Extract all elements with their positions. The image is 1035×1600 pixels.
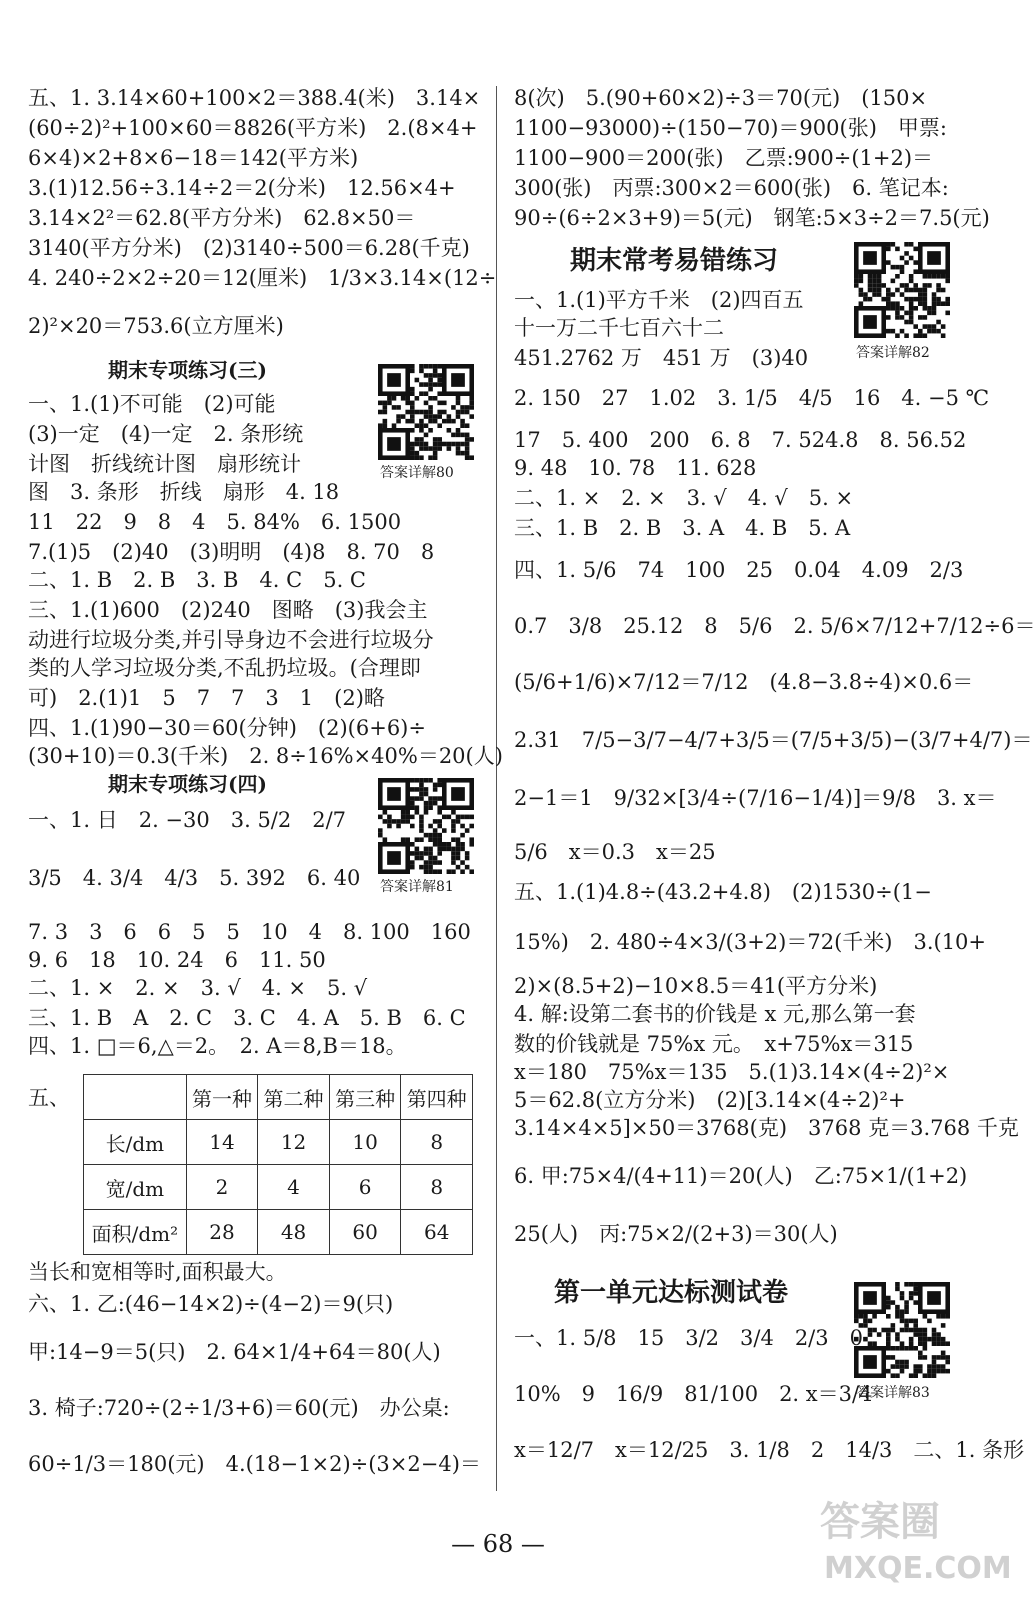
text-line: 5＝62.8(立方分米) (2)[3.14×(4÷2)²+ [514, 1088, 906, 1112]
text-line: 1100−93000)÷(150−70)＝900(张) 甲票: [514, 116, 947, 140]
text-line: 10% 9 16/9 81/100 2. x＝3/4 [514, 1382, 873, 1406]
section-title-3: 期末专项练习(三) [108, 358, 267, 382]
table-row [84, 1165, 473, 1210]
qr-code-82 [854, 242, 950, 338]
text-line: 1100−900＝200(张) 乙票:900÷(1+2)＝ [514, 146, 934, 170]
watermark-line-1: 答案圈 [820, 1499, 940, 1545]
text-line: 6×4)×2+8×6−18＝142(平方米) [28, 146, 359, 170]
text-line: 0.7 3/8 25.12 8 5/6 2. 5/6×7/12+7/12÷6＝ [514, 614, 1035, 638]
text-line: 8(次) 5.(90+60×2)÷3＝70(元) (150× [514, 86, 928, 110]
watermark-line-2: MXQE.COM [824, 1551, 1012, 1586]
section-title-4: 期末专项练习(四) [108, 772, 267, 796]
text-line: 2. 150 27 1.02 3. 1/5 4/5 16 4. −5 ℃ [514, 386, 990, 410]
text-line: 动进行垃圾分类,并引导身边不会进行垃圾分 [28, 628, 434, 652]
text-line: 计图 折线统计图 扇形统计 [28, 452, 301, 476]
column-divider [496, 86, 497, 1491]
table-cell: 60 [329, 1210, 401, 1255]
table-cell: 8 [401, 1165, 473, 1210]
text-line: 二、1. × 2. × 3. √ 4. × 5. √ [28, 976, 368, 1000]
text-line: 4. 解:设第二套书的价钱是 x 元,那么第一套 [514, 1002, 916, 1026]
text-line: 四、1. 5/6 74 100 25 0.04 4.09 2/3 [514, 558, 964, 582]
text-line: 9. 48 10. 78 11. 628 [514, 456, 757, 480]
text-line: 3140(平方分米) (2)3140÷500＝6.28(千克) [28, 236, 470, 260]
text-line: 数的价钱就是 75%x 元。 x+75%x＝315 [514, 1032, 914, 1056]
table-header-cell: 第二种 [258, 1075, 330, 1120]
qr-caption-83: 答案详解83 [856, 1385, 930, 1401]
text-line: 9. 6 18 10. 24 6 11. 50 [28, 948, 326, 972]
text-line: 2−1＝1 9/32×[3/4÷(7/16−1/4)]＝9/8 3. x＝ [514, 786, 997, 810]
table-header-cell: 第一种 [186, 1075, 258, 1120]
text-line: (3)一定 (4)一定 2. 条形统 [28, 422, 304, 446]
text-line: 4. 240÷2×2÷20＝12(厘米) 1/3×3.14×(12÷ [28, 266, 497, 290]
text-line: 3/5 4. 3/4 4/3 5. 392 6. 40 [28, 866, 361, 890]
text-line: 3. 椅子:720÷(2÷1/3+6)＝60(元) 办公桌: [28, 1396, 450, 1420]
text-line: 6. 甲:75×4/(4+11)＝20(人) 乙:75×1/(1+2) [514, 1164, 968, 1188]
text-line: 一、1. 日 2. −30 3. 5/2 2/7 [28, 808, 347, 832]
watermark-logo [810, 1480, 1012, 1590]
table-header-cell: 第三种 [329, 1075, 401, 1120]
text-line: 2.31 7/5−3/7−4/7+3/5＝(7/5+3/5)−(3/7+4/7)＝ [514, 728, 1033, 752]
text-line: (60÷2)²+100×60＝8826(平方米) 2.(8×4+ [28, 116, 478, 140]
text-line: 三、1. B 2. B 3. A 4. B 5. A [514, 516, 851, 540]
text-line: 60÷1/3＝180(元) 4.(18−1×2)÷(3×2−4)＝ [28, 1452, 481, 1476]
text-line: 一、1.(1)平方千米 (2)四百五 [514, 288, 804, 312]
table-header-row [84, 1075, 473, 1120]
text-line: x＝180 75%x＝135 5.(1)3.14×(4÷2)²× [514, 1060, 950, 1084]
text-line: 7. 3 3 6 6 5 5 10 4 8. 100 160 [28, 920, 471, 944]
table-cell: 6 [329, 1165, 401, 1210]
table-cell: 8 [401, 1120, 473, 1165]
text-line: 图 3. 条形 折线 扇形 4. 18 [28, 480, 340, 504]
text-line: 当长和宽相等时,面积最大。 [28, 1260, 287, 1284]
table-cell: 14 [186, 1120, 258, 1165]
text-line: 2)²×20＝753.6(立方厘米) [28, 314, 284, 338]
table-header-cell [84, 1075, 187, 1120]
text-line: 三、1. B A 2. C 3. C 4. A 5. B 6. C [28, 1006, 466, 1030]
text-line: 类的人学习垃圾分类,不乱扔垃圾。(合理即 [28, 656, 421, 680]
section-title-final: 期末常考易错练习 [570, 246, 779, 276]
qr-caption-80: 答案详解80 [380, 465, 454, 481]
text-line: 四、1. □＝6,△＝2。 2. A＝8,B＝18。 [28, 1034, 407, 1058]
qr-code-83 [854, 1282, 950, 1378]
text-line: 三、1.(1)600 (2)240 图略 (3)我会主 [28, 598, 428, 622]
table-label: 五、 [28, 1086, 70, 1110]
table-cell: 宽/dm [84, 1165, 187, 1210]
text-line: 15%) 2. 480÷4×3/(3+2)＝72(千米) 3.(10+ [514, 930, 987, 954]
text-line: 一、1. 5/8 15 3/2 3/4 2/3 0 [514, 1326, 863, 1350]
table-cell: 面积/dm² [84, 1210, 187, 1255]
text-line: 五、1. 3.14×60+100×2＝388.4(米) 3.14× [28, 86, 481, 110]
text-line: x＝12/7 x＝12/25 3. 1/8 2 14/3 二、1. 条形 [514, 1438, 1025, 1462]
text-line: 3.14×2²＝62.8(平方分米) 62.8×50＝ [28, 206, 416, 230]
qr-code-80 [378, 364, 474, 460]
text-line: 一、1.(1)不可能 (2)可能 [28, 392, 276, 416]
text-line: 五、1.(1)4.8÷(43.2+4.8) (2)1530÷(1− [514, 880, 932, 904]
text-line: 17 5. 400 200 6. 8 7. 524.8 8. 56.52 [514, 428, 967, 452]
text-line: 二、1. × 2. × 3. √ 4. √ 5. × [514, 486, 854, 510]
text-line: 300(张) 丙票:300×2＝600(张) 6. 笔记本: [514, 176, 949, 200]
text-line: 二、1. B 2. B 3. B 4. C 5. C [28, 568, 366, 592]
text-line: 25(人) 丙:75×2/(2+3)＝30(人) [514, 1222, 838, 1246]
text-line: 甲:14−9＝5(只) 2. 64×1/4+64＝80(人) [28, 1340, 441, 1364]
text-line: 11 22 9 8 4 5. 84% 6. 1500 [28, 510, 402, 534]
table-cell: 28 [186, 1210, 258, 1255]
qr-code-81 [378, 778, 474, 874]
page-number: — 68 — [451, 1530, 545, 1558]
text-line: 451.2762 万 451 万 (3)40 [514, 346, 809, 370]
text-line: (30+10)＝0.3(千米) 2. 8÷16%×40%＝20(人) [28, 744, 503, 768]
table-cell: 4 [258, 1165, 330, 1210]
table-cell: 长/dm [84, 1120, 187, 1165]
text-line: 5/6 x＝0.3 x＝25 [514, 840, 716, 864]
table-row [84, 1120, 473, 1165]
table-cell: 48 [258, 1210, 330, 1255]
text-line: 2)×(8.5+2)−10×8.5＝41(平方分米) [514, 974, 878, 998]
table-header-cell: 第四种 [401, 1075, 473, 1120]
qr-caption-82: 答案详解82 [856, 345, 930, 361]
text-line: 7.(1)5 (2)40 (3)明明 (4)8 8. 70 8 [28, 540, 435, 564]
text-line: 十一万二千七百六十二 [514, 316, 724, 340]
table-cell: 12 [258, 1120, 330, 1165]
qr-caption-81: 答案详解81 [380, 879, 454, 895]
section-title-unit1: 第一单元达标测试卷 [554, 1278, 789, 1308]
text-line: 六、1. 乙:(46−14×2)÷(4−2)＝9(只) [28, 1292, 394, 1316]
text-line: 3.14×4×5]×50＝3768(克) 3768 克＝3.768 千克 [514, 1116, 1019, 1140]
table-row [84, 1210, 473, 1255]
text-line: (5/6+1/6)×7/12＝7/12 (4.8−3.8÷4)×0.6＝ [514, 670, 974, 694]
text-line: 四、1.(1)90−30＝60(分钟) (2)(6+6)÷ [28, 716, 426, 740]
table-cell: 10 [329, 1120, 401, 1165]
text-line: 3.(1)12.56÷3.14÷2＝2(分米) 12.56×4+ [28, 176, 456, 200]
table-cell: 2 [186, 1165, 258, 1210]
table-cell: 64 [401, 1210, 473, 1255]
text-line: 可) 2.(1)1 5 7 7 3 1 (2)略 [28, 686, 385, 710]
dimension-table [83, 1074, 473, 1255]
text-line: 90÷(6÷2×3+9)＝5(元) 钢笔:5×3÷2＝7.5(元) [514, 206, 990, 230]
